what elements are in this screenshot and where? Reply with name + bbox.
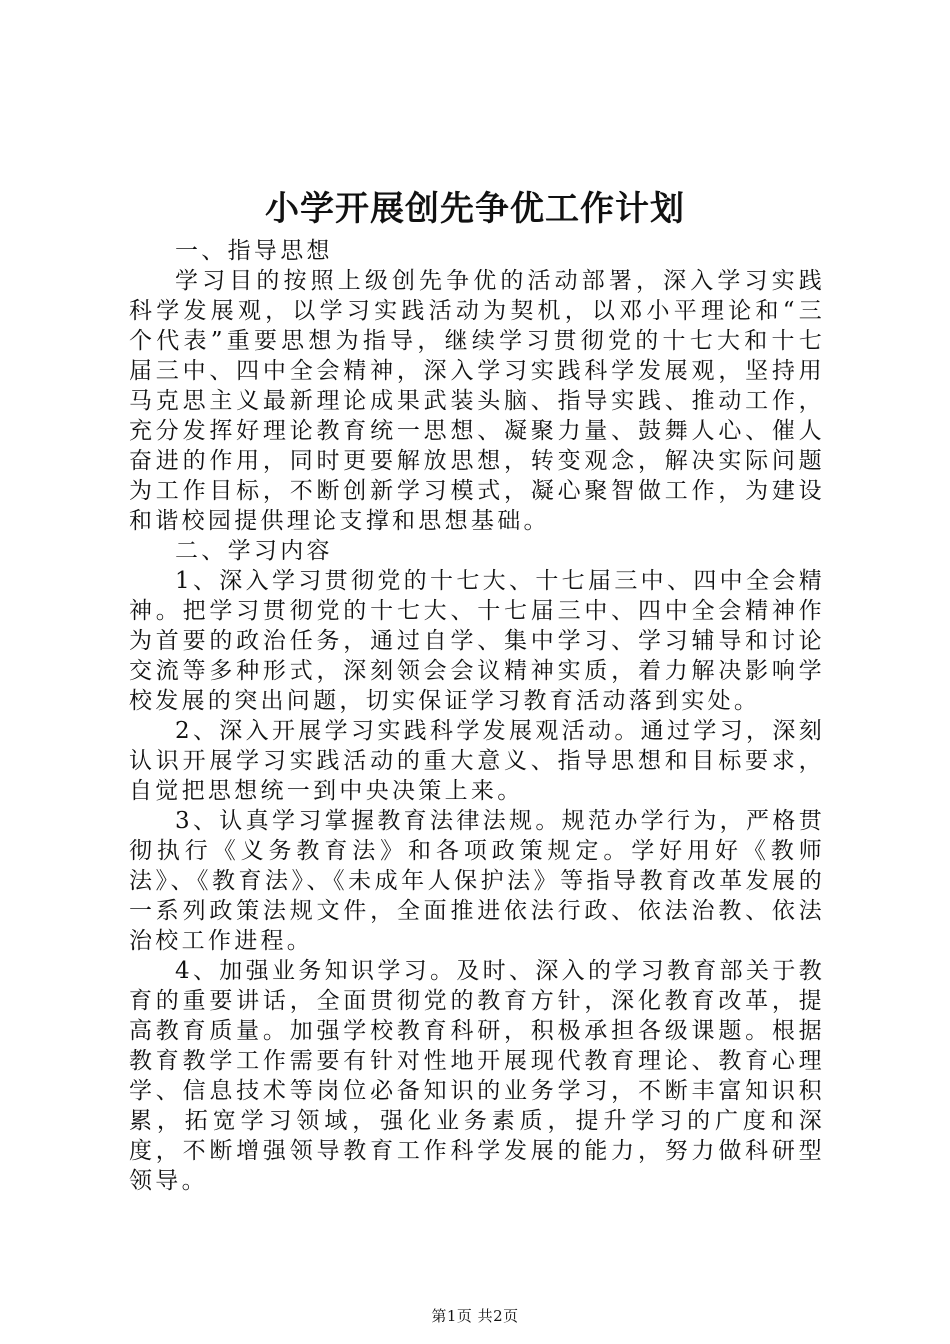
paragraph-guiding-thought: 学习目的按照上级创先争优的活动部署，深入学习实践科学发展观，以学习实践活动为契机，以邓小平理论和“三个代表”重要思想为指导，继续学习贯彻党的十七大和十七届三中、四中全会精神，深入学习实践科学发展观，坚持用马克思主义最新理论成果武装头脑、指导实践、推动工作，充分发挥好理论教育统一思想、凝聚力量、鼓舞人心、催人奋进的作用，同时更要解放思想，转变观念，解决实际问题为工作目标，不断创新学习模式，凝心聚智做工作，为建设和谐校园提供理论支撑和思想基础。 bbox=[129, 268, 825, 534]
paragraph-item-2: 2、深入开展学习实践科学发展观活动。通过学习，深刻认识开展学习实践活动的重大意义、指导思想和目标要求，自觉把思想统一到中央决策上来。 bbox=[129, 718, 825, 804]
paragraph-item-4: 4、加强业务知识学习。及时、深入的学习教育部关于教育的重要讲话，全面贯彻党的教育方针，深化教育改革，提高教育质量。加强学校教育科研，积极承担各级课题。根据教育教学工作需要有针对性地开展现代教育理论、教育心理学、信息技术等岗位必备知识的业务学习，不断丰富知识积累，拓宽学习领域，强化业务素质，提升学习的广度和深度，不断增强领导教育工作科学发展的能力，努力做科研型领导。 bbox=[129, 958, 825, 1194]
document-body bbox=[129, 236, 825, 1196]
paragraph-item-1: 1、深入学习贯彻党的十七大、十七届三中、四中全会精神。把学习贯彻党的十七大、十七届三中、四中全会精神作为首要的政治任务，通过自学、集中学习、学习辅导和讨论交流等多种形式，深刻领会会议精神实质，着力解决影响学校发展的突出问题，切实保证学习教育活动落到实处。 bbox=[129, 568, 825, 714]
paragraph-item-3: 3、认真学习掌握教育法律法规。规范办学行为，严格贯彻执行《义务教育法》和各项政策规定。学好用好《教师法》、《教育法》、《未成年人保护法》等指导教育改革发展的一系列政策法规文件，全面推进依法行政、依法治教、依法治校工作进程。 bbox=[129, 808, 825, 954]
page-footer: 第1页 共2页 bbox=[431, 1307, 519, 1325]
section-heading-guiding-thought: 一、指导思想 bbox=[175, 238, 333, 264]
document-title: 小学开展创先争优工作计划 bbox=[265, 189, 685, 229]
section-heading-study-content: 二、学习内容 bbox=[175, 538, 333, 564]
